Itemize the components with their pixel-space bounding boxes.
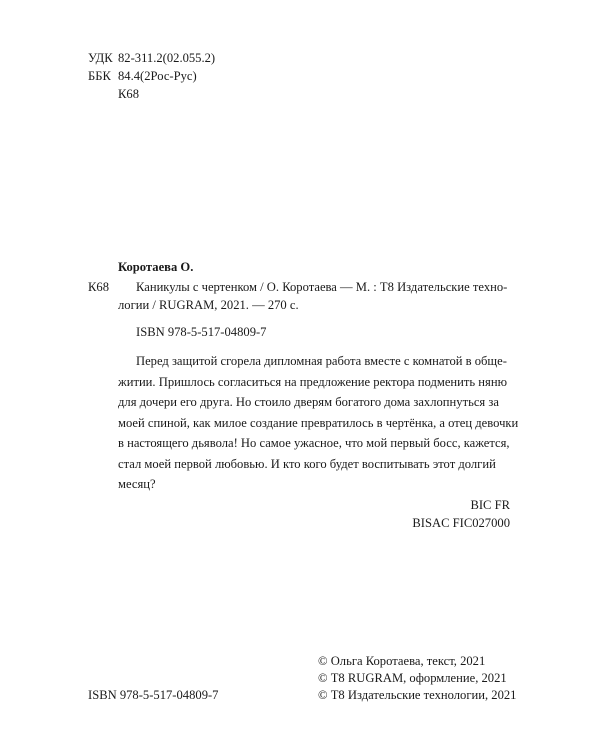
udk-label: УДК (88, 51, 113, 65)
annotation-paragraph (118, 351, 519, 495)
annotation-line: житии. Пришлось согласиться на предложение ректора подменить няню (118, 374, 507, 389)
footer-isbn: ISBN 978-5-517-04809-7 (88, 688, 219, 702)
entry-title-line-2: логии / RUGRAM, 2021. — 270 с. (118, 298, 299, 312)
entry-mark: К68 (88, 280, 109, 294)
entry-isbn: ISBN 978-5-517-04809-7 (136, 325, 267, 339)
annotation-line: в настоящего дьявола! Но самое ужасное, что мой первый босс, кажется, (118, 436, 510, 450)
annotation-line: моей спиной, как милое создание превратилось в чертёнка, а отец девочки (118, 415, 519, 430)
annotation-line: Перед защитой сгорела дипломная работа вместе с комнатой в обще- (136, 354, 507, 368)
bbk-value: 84.4(2Рос-Рус) (118, 69, 197, 83)
udk-value: 82-311.2(02.055.2) (118, 51, 216, 65)
annotation-line: стал моей первой любовью. И кто кого будет воспитывать этот долгий (118, 456, 496, 471)
bic-code: BIC FR (470, 498, 510, 512)
copyright-publisher: © Т8 Издательские технологии, 2021 (318, 688, 517, 702)
annotation-line: месяц? (118, 477, 156, 491)
copyright-author: © Ольга Коротаева, текст, 2021 (318, 654, 486, 668)
bbk-label: ББК (88, 69, 111, 83)
copyright-design: © Т8 RUGRAM, оформление, 2021 (318, 671, 507, 685)
entry-author: Коротаева О. (118, 260, 194, 274)
entry-title-line-1: Каникулы с чертенком / О. Коротаева — М. : Т8 Издательские техно- (136, 280, 508, 294)
bisac-code: BISAC FIC027000 (412, 516, 510, 530)
author-mark: К68 (118, 87, 139, 101)
annotation-line: для дочери его друга. Но стоило дверям богатого дома захлопнуться за (118, 395, 499, 409)
